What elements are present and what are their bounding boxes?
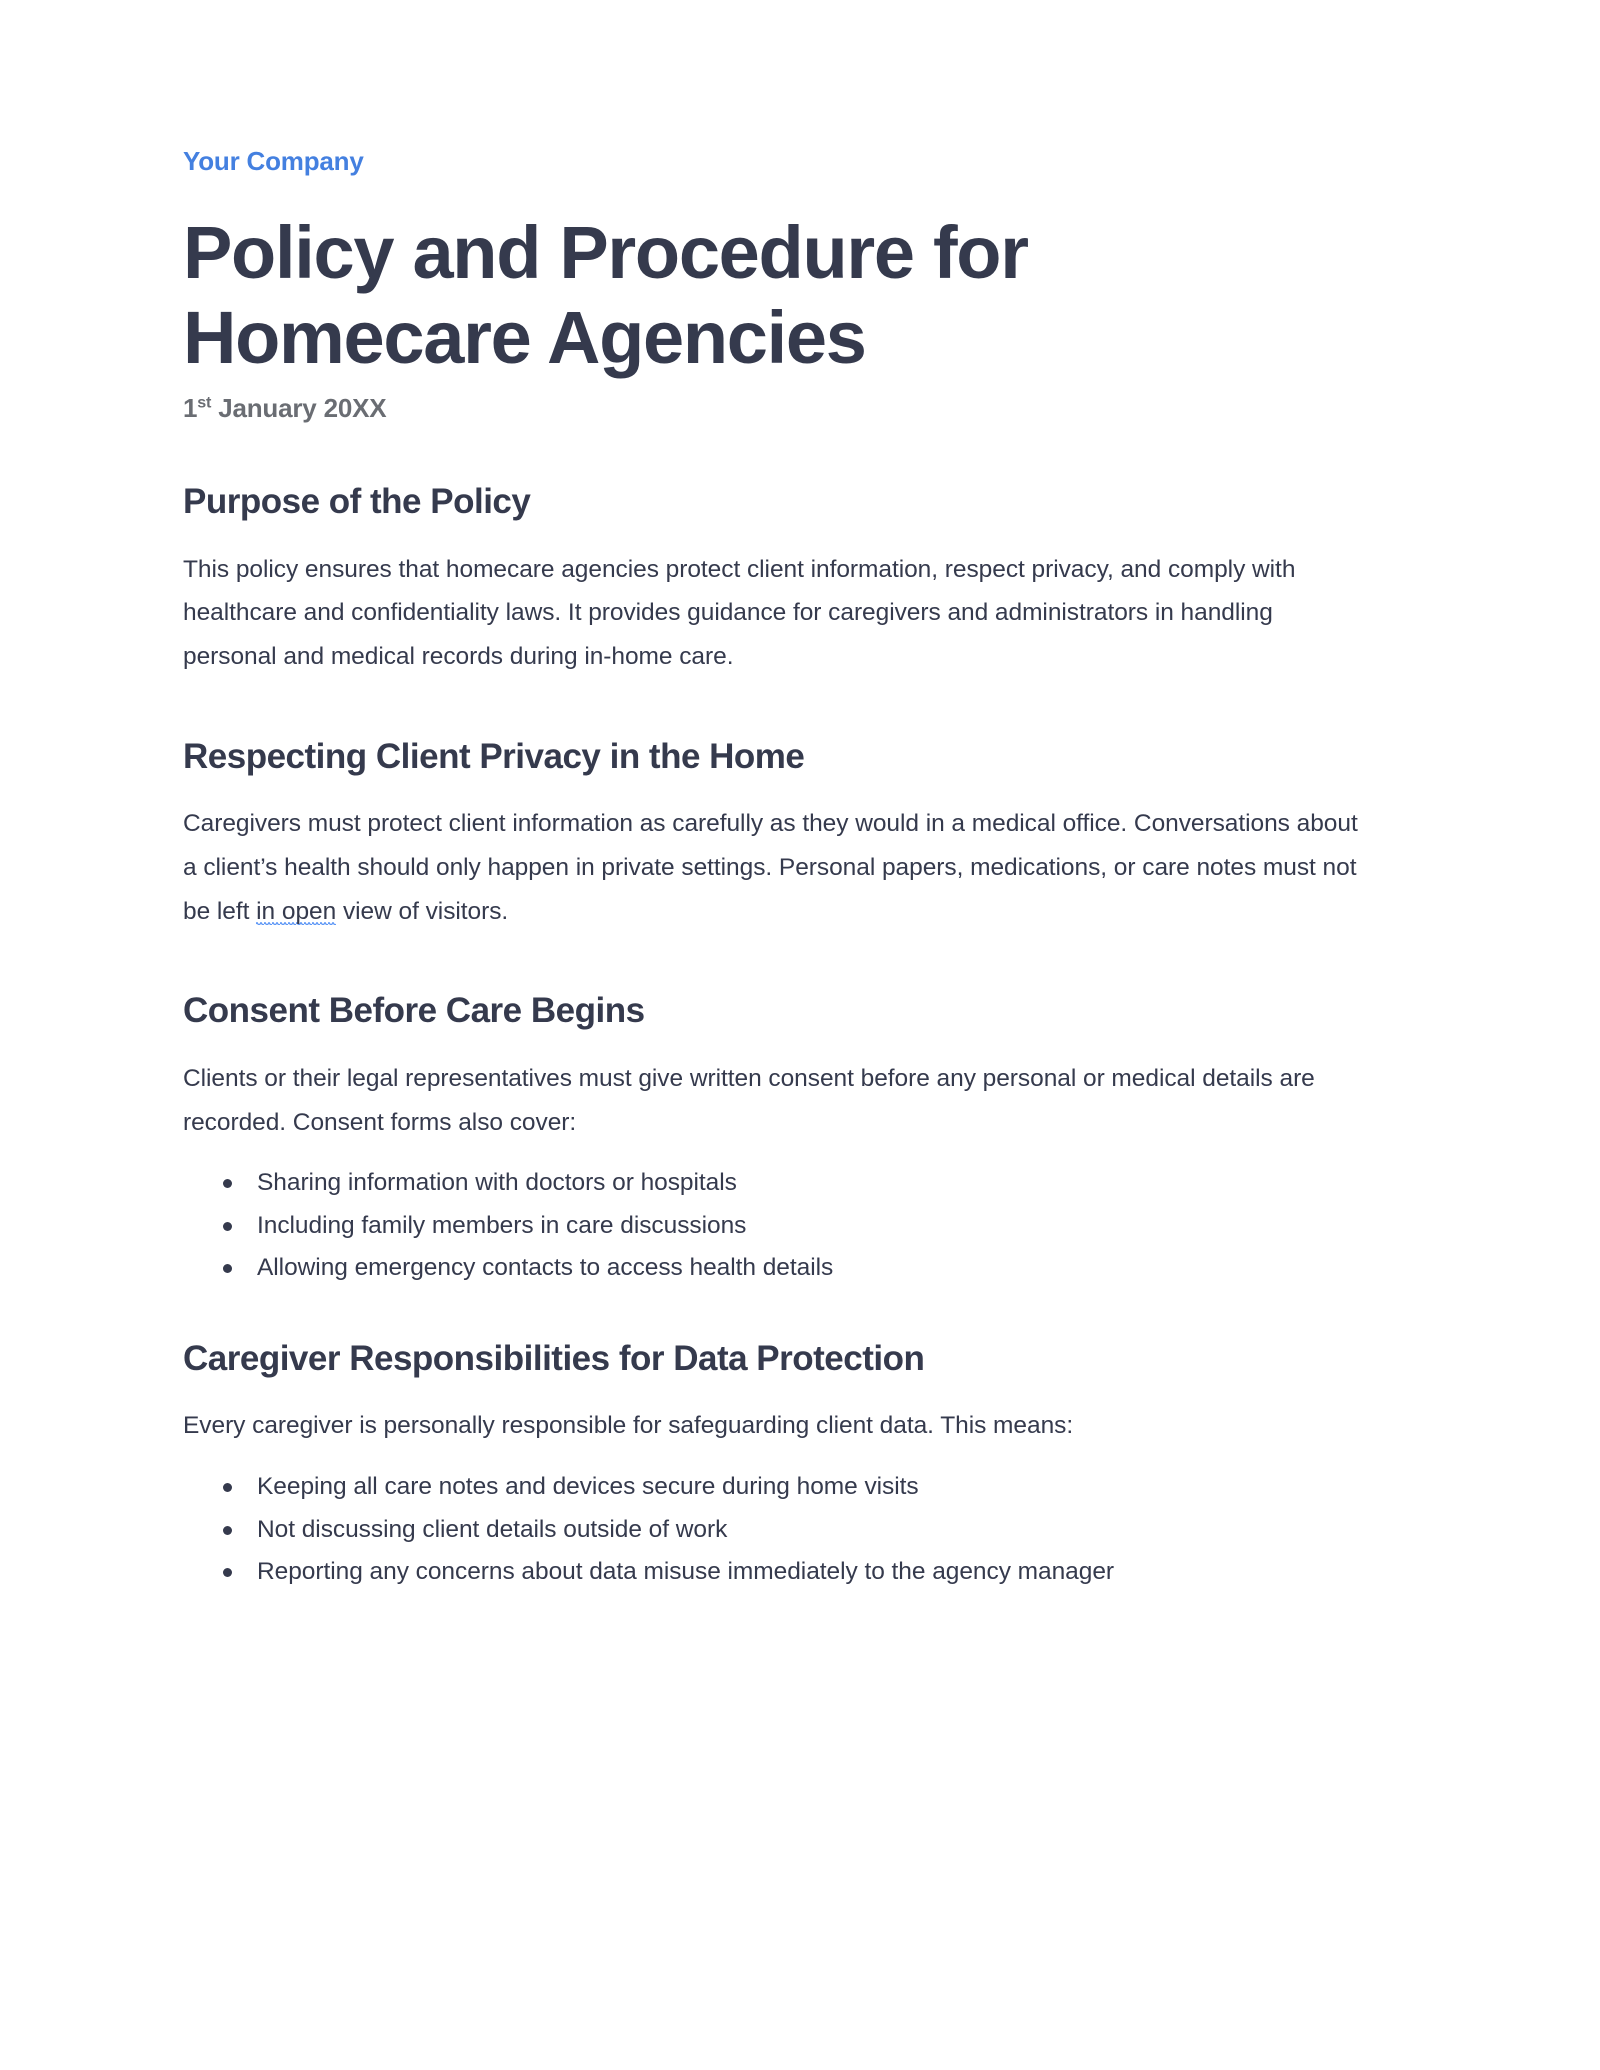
bullet-dot-icon — [223, 1264, 232, 1273]
spellcheck-misspelled-text[interactable]: in open — [256, 897, 337, 925]
list-item — [183, 1171, 1373, 1196]
bullet-list — [183, 1448, 1373, 1585]
section-consent-before-care-begins — [183, 933, 1373, 1280]
page-title: Policy and Procedure for Homecare Agencies — [183, 211, 1028, 379]
date-day-number: 1 — [183, 392, 198, 423]
bullet-dot-icon — [223, 1222, 232, 1231]
section-respecting-client-privacy — [183, 679, 1373, 934]
date-ordinal-suffix: st — [197, 393, 212, 412]
list-item-label: Allowing emergency contacts to access health details — [257, 1254, 834, 1282]
list-item — [183, 1211, 1373, 1239]
bullet-dot-icon — [223, 1568, 232, 1577]
bullet-dot-icon — [223, 1483, 232, 1492]
section-heading: Respecting Client Privacy in the Home — [183, 736, 805, 776]
section-paragraph: This policy ensures that homecare agencies protect client information, respect privacy, and comply with healthcare and confidentiality laws. It provides guidance for caregivers and administrators in handling personal and medical records during in-home care. — [183, 555, 1296, 671]
section-heading: Purpose of the Policy — [183, 482, 531, 522]
list-item-label: Sharing information with doctors or hospitals — [257, 1169, 737, 1197]
bullet-dot-icon — [223, 1179, 232, 1188]
date-month-year: January 20XX — [211, 392, 387, 423]
section-heading: Consent Before Care Begins — [183, 991, 645, 1031]
section-heading: Caregiver Responsibilities for Data Protection — [183, 1338, 925, 1378]
list-item — [183, 1560, 1373, 1585]
paragraph-text-before-misspelling: Caregivers must protect client information as carefully as they would in a medical office. Conversations about a client’s health should only happen in private settings. Personal papers, medications, or care notes must not be left — [183, 810, 1358, 925]
list-item-label: Not discussing client details outside of work — [257, 1515, 728, 1543]
list-item-label: Including family members in care discussions — [257, 1211, 747, 1239]
paragraph-text-after-misspelling: view of visitors. — [336, 897, 509, 925]
bullet-list — [183, 1144, 1373, 1281]
list-item — [183, 1256, 1373, 1281]
section-paragraph: Clients or their legal representatives must give written consent before any personal or medical details are recorded. Consent forms also cover: — [183, 1065, 1315, 1136]
list-item-label: Reporting any concerns about data misuse immediately to the agency manager — [257, 1558, 1115, 1586]
document-content — [183, 0, 1373, 1585]
document-date — [183, 380, 1373, 424]
section-purpose-of-the-policy — [183, 424, 1373, 679]
section-caregiver-responsibilities — [183, 1281, 1373, 1585]
list-item — [183, 1475, 1373, 1500]
list-item — [183, 1515, 1373, 1543]
company-name: Your Company — [183, 146, 364, 176]
section-paragraph — [183, 778, 1373, 933]
section-paragraph: Every caregiver is personally responsible for safeguarding client data. This means: — [183, 1412, 1074, 1440]
bullet-dot-icon — [223, 1526, 232, 1535]
list-item-label: Keeping all care notes and devices secure during home visits — [257, 1473, 919, 1501]
